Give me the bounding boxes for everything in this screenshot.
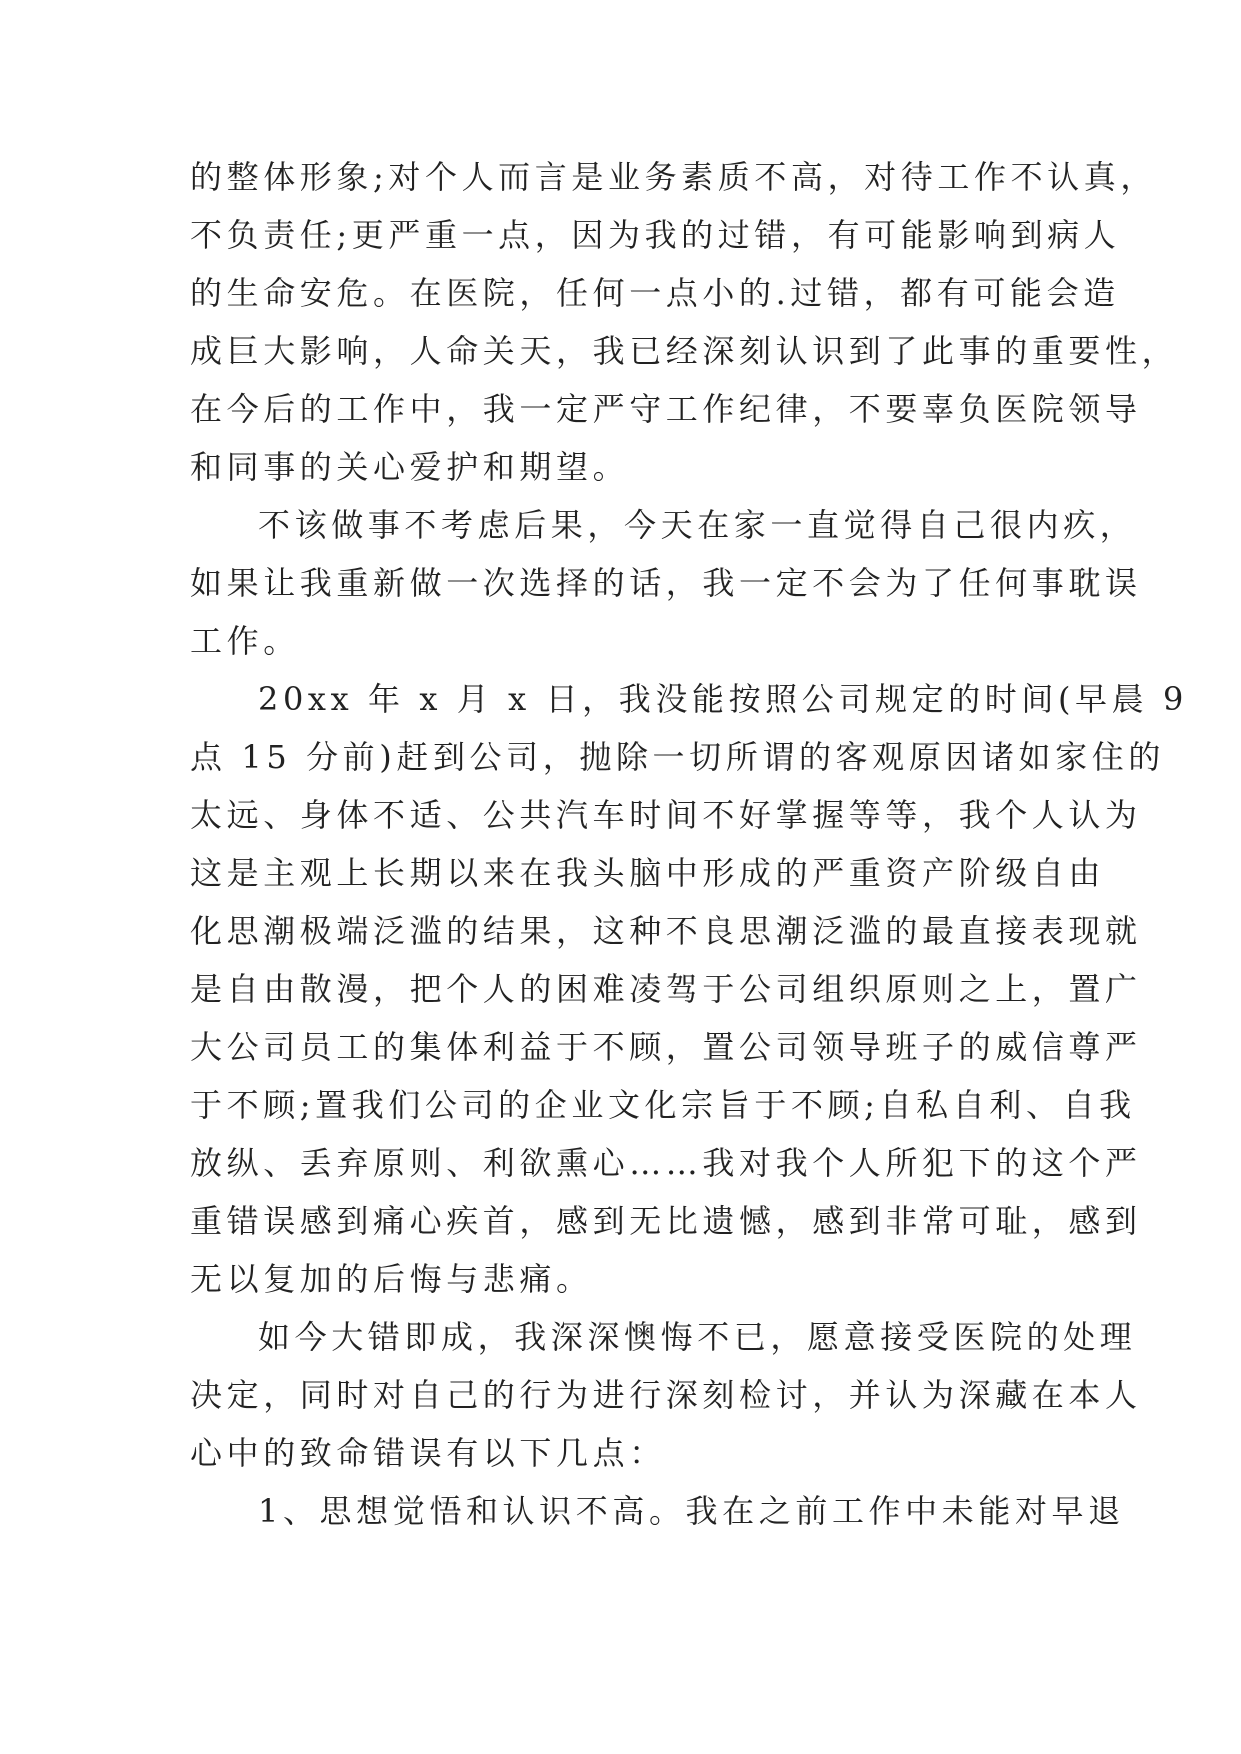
text-line: 成巨大影响，人命关天，我已经深刻认识到了此事的重要性， bbox=[190, 332, 1179, 370]
text-line: 的生命安危。在医院，任何一点小的.过错，都有可能会造 bbox=[190, 274, 1120, 312]
text-line: 化思潮极端泛滥的结果，这种不良思潮泛滥的最直接表现就 bbox=[190, 912, 1142, 950]
text-line: 放纵、丢弃原则、利欲熏心……我对我个人所犯下的这个严 bbox=[190, 1144, 1142, 1182]
text-line: 太远、身体不适、公共汽车时间不好掌握等等，我个人认为 bbox=[190, 796, 1142, 834]
text-line: 心中的致命错误有以下几点： bbox=[190, 1434, 666, 1472]
text-line: 重错误感到痛心疾首，感到无比遗憾，感到非常可耻，感到 bbox=[190, 1202, 1142, 1240]
text-line: 如果让我重新做一次选择的话，我一定不会为了任何事耽误 bbox=[190, 564, 1142, 602]
text-line: 工作。 bbox=[190, 622, 300, 660]
text-line: 不负责任;更严重一点，因为我的过错，有可能影响到病人 bbox=[190, 216, 1121, 254]
text-line: 点 15 分前)赶到公司，抛除一切所谓的客观原因诸如家住的 bbox=[190, 738, 1165, 776]
document-body bbox=[190, 148, 1188, 1540]
text-line: 这是主观上长期以来在我头脑中形成的严重资产阶级自由 bbox=[190, 854, 1106, 892]
text-line: 和同事的关心爱护和期望。 bbox=[190, 448, 630, 486]
text-line: 大公司员工的集体利益于不顾，置公司领导班子的威信尊严 bbox=[190, 1028, 1142, 1066]
paragraph-first-line: 1、思想觉悟和认识不高。我在之前工作中未能对早退 bbox=[258, 1492, 1125, 1530]
text-line: 在今后的工作中，我一定严守工作纪律，不要辜负医院领导 bbox=[190, 390, 1142, 428]
paragraph-first-line: 20xx 年 x 月 x 日，我没能按照公司规定的时间(早晨 9 bbox=[258, 680, 1188, 718]
text-line: 是自由散漫，把个人的困难凌驾于公司组织原则之上，置广 bbox=[190, 970, 1142, 1008]
text-line: 决定，同时对自己的行为进行深刻检讨，并认为深藏在本人 bbox=[190, 1376, 1142, 1414]
paragraph-first-line: 如今大错即成，我深深懊悔不已，愿意接受医院的处理 bbox=[258, 1318, 1137, 1356]
text-line: 于不顾;置我们公司的企业文化宗旨于不顾;自私自利、自我 bbox=[190, 1086, 1136, 1124]
text-line: 的整体形象;对个人而言是业务素质不高，对待工作不认真， bbox=[190, 158, 1157, 196]
paragraph-first-line: 不该做事不考虑后果，今天在家一直觉得自己很内疚， bbox=[258, 506, 1137, 544]
text-line: 无以复加的后悔与悲痛。 bbox=[190, 1260, 593, 1298]
